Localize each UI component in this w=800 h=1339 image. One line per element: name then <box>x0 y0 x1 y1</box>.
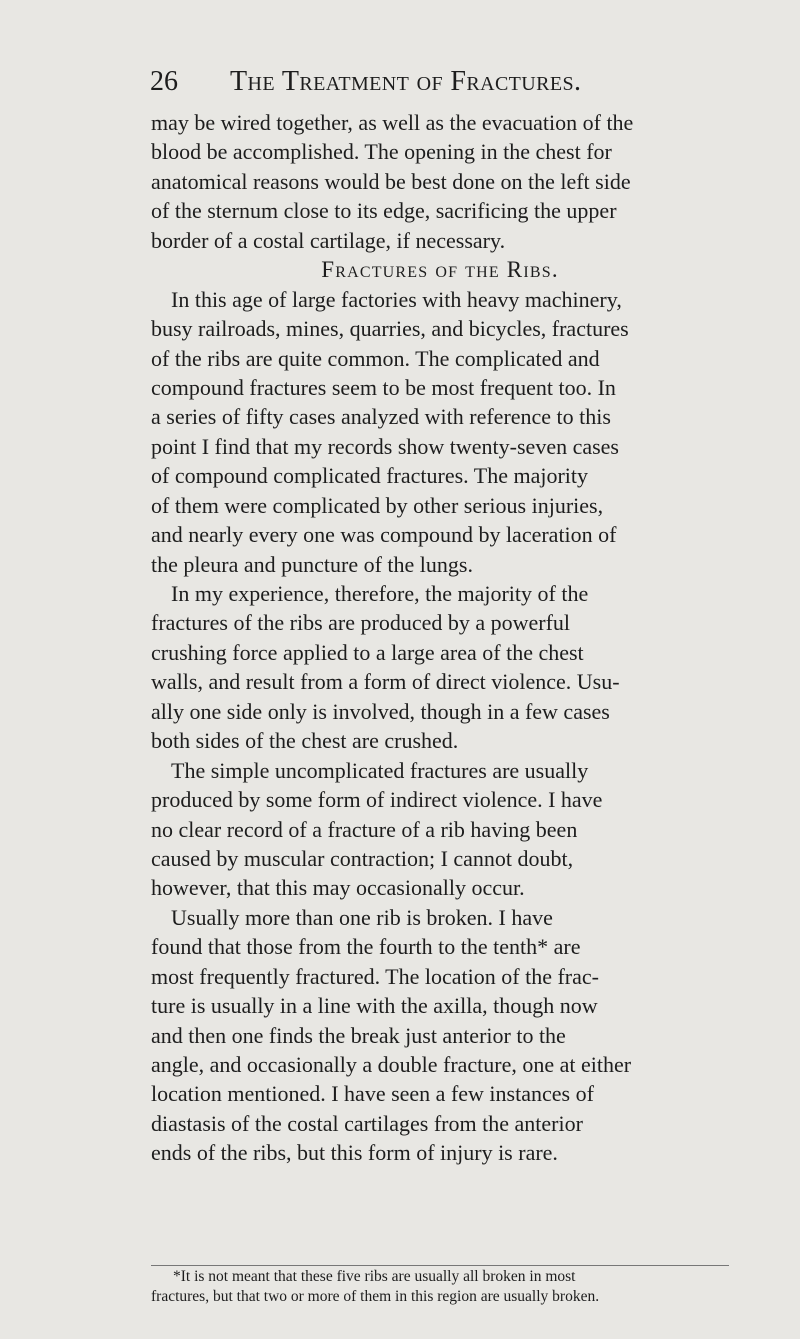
text-line: of the sternum close to its edge, sacrificing the upper <box>151 198 617 224</box>
text-line: produced by some form of indirect violence. I have <box>151 787 603 813</box>
section-heading: Fractures of the Ribs. <box>321 257 559 283</box>
text-line: In my experience, therefore, the majority of the <box>171 581 589 606</box>
text-line: of the ribs are quite common. The complicated and <box>151 345 600 371</box>
text-line: blood be accomplished. The opening in the chest for <box>151 139 612 165</box>
text-line: both sides of the chest are crushed. <box>151 728 459 754</box>
text-line: busy railroads, mines, quarries, and bicycles, fractures <box>151 316 629 342</box>
running-head <box>150 66 730 106</box>
text-line: ture is usually in a line with the axilla, though now <box>151 993 598 1019</box>
footnote-divider <box>151 1265 729 1266</box>
text-line: ally one side only is involved, though in a few cases <box>151 698 610 724</box>
text-line: angle, and occasionally a double fracture, one at either <box>151 1052 632 1077</box>
footnote <box>151 1267 729 1307</box>
text-line: The simple uncomplicated fractures are usually <box>171 757 589 783</box>
text-line: may be wired together, as well as the evacuation of the <box>151 110 634 135</box>
page-number: 26 <box>150 66 178 97</box>
text-line: diastasis of the costal cartilages from the anterior <box>151 1110 583 1136</box>
page-header-title: The Treatment of Fractures. <box>230 66 582 97</box>
text-line: a series of fifty cases analyzed with reference to this <box>151 404 611 430</box>
text-line: anatomical reasons would be best done on the left side <box>151 168 631 194</box>
text-line: and then one finds the break just anterior to the <box>151 1022 566 1048</box>
text-line: of them were complicated by other serious injuries, <box>151 492 604 518</box>
text-line: In this age of large factories with heavy machinery, <box>171 286 622 312</box>
text-line: the pleura and puncture of the lungs. <box>151 551 473 577</box>
main-text <box>151 108 729 1168</box>
text-line: location mentioned. I have seen a few instances of <box>151 1081 594 1107</box>
text-line: found that those from the fourth to the tenth* are <box>151 934 581 960</box>
text-line: of compound complicated fractures. The majority <box>151 463 589 489</box>
text-line: point I find that my records show twenty-seven cases <box>151 433 619 459</box>
text-line: fractures of the ribs are produced by a powerful <box>151 610 571 636</box>
text-line: border of a costal cartilage, if necessary. <box>151 227 506 253</box>
footnote-line: fractures, but that two or more of them in this region are usually broken. <box>151 1288 600 1305</box>
text-line: caused by muscular contraction; I cannot doubt, <box>151 845 574 871</box>
text-line: walls, and result from a form of direct violence. Usu- <box>151 669 620 695</box>
text-line: most frequently fractured. The location of the frac- <box>151 963 599 989</box>
footnote-line: *It is not meant that these five ribs are usually all broken in most <box>173 1268 576 1285</box>
text-line: compound fractures seem to be most frequent too. In <box>151 374 616 400</box>
text-line: Usually more than one rib is broken. I have <box>171 904 553 930</box>
text-line: no clear record of a fracture of a rib having been <box>151 816 578 842</box>
text-line: ends of the ribs, but this form of injury is rare. <box>151 1140 558 1166</box>
text-line: however, that this may occasionally occur. <box>151 875 525 901</box>
text-line: and nearly every one was compound by laceration of <box>151 522 617 548</box>
text-line: crushing force applied to a large area of the chest <box>151 639 584 665</box>
